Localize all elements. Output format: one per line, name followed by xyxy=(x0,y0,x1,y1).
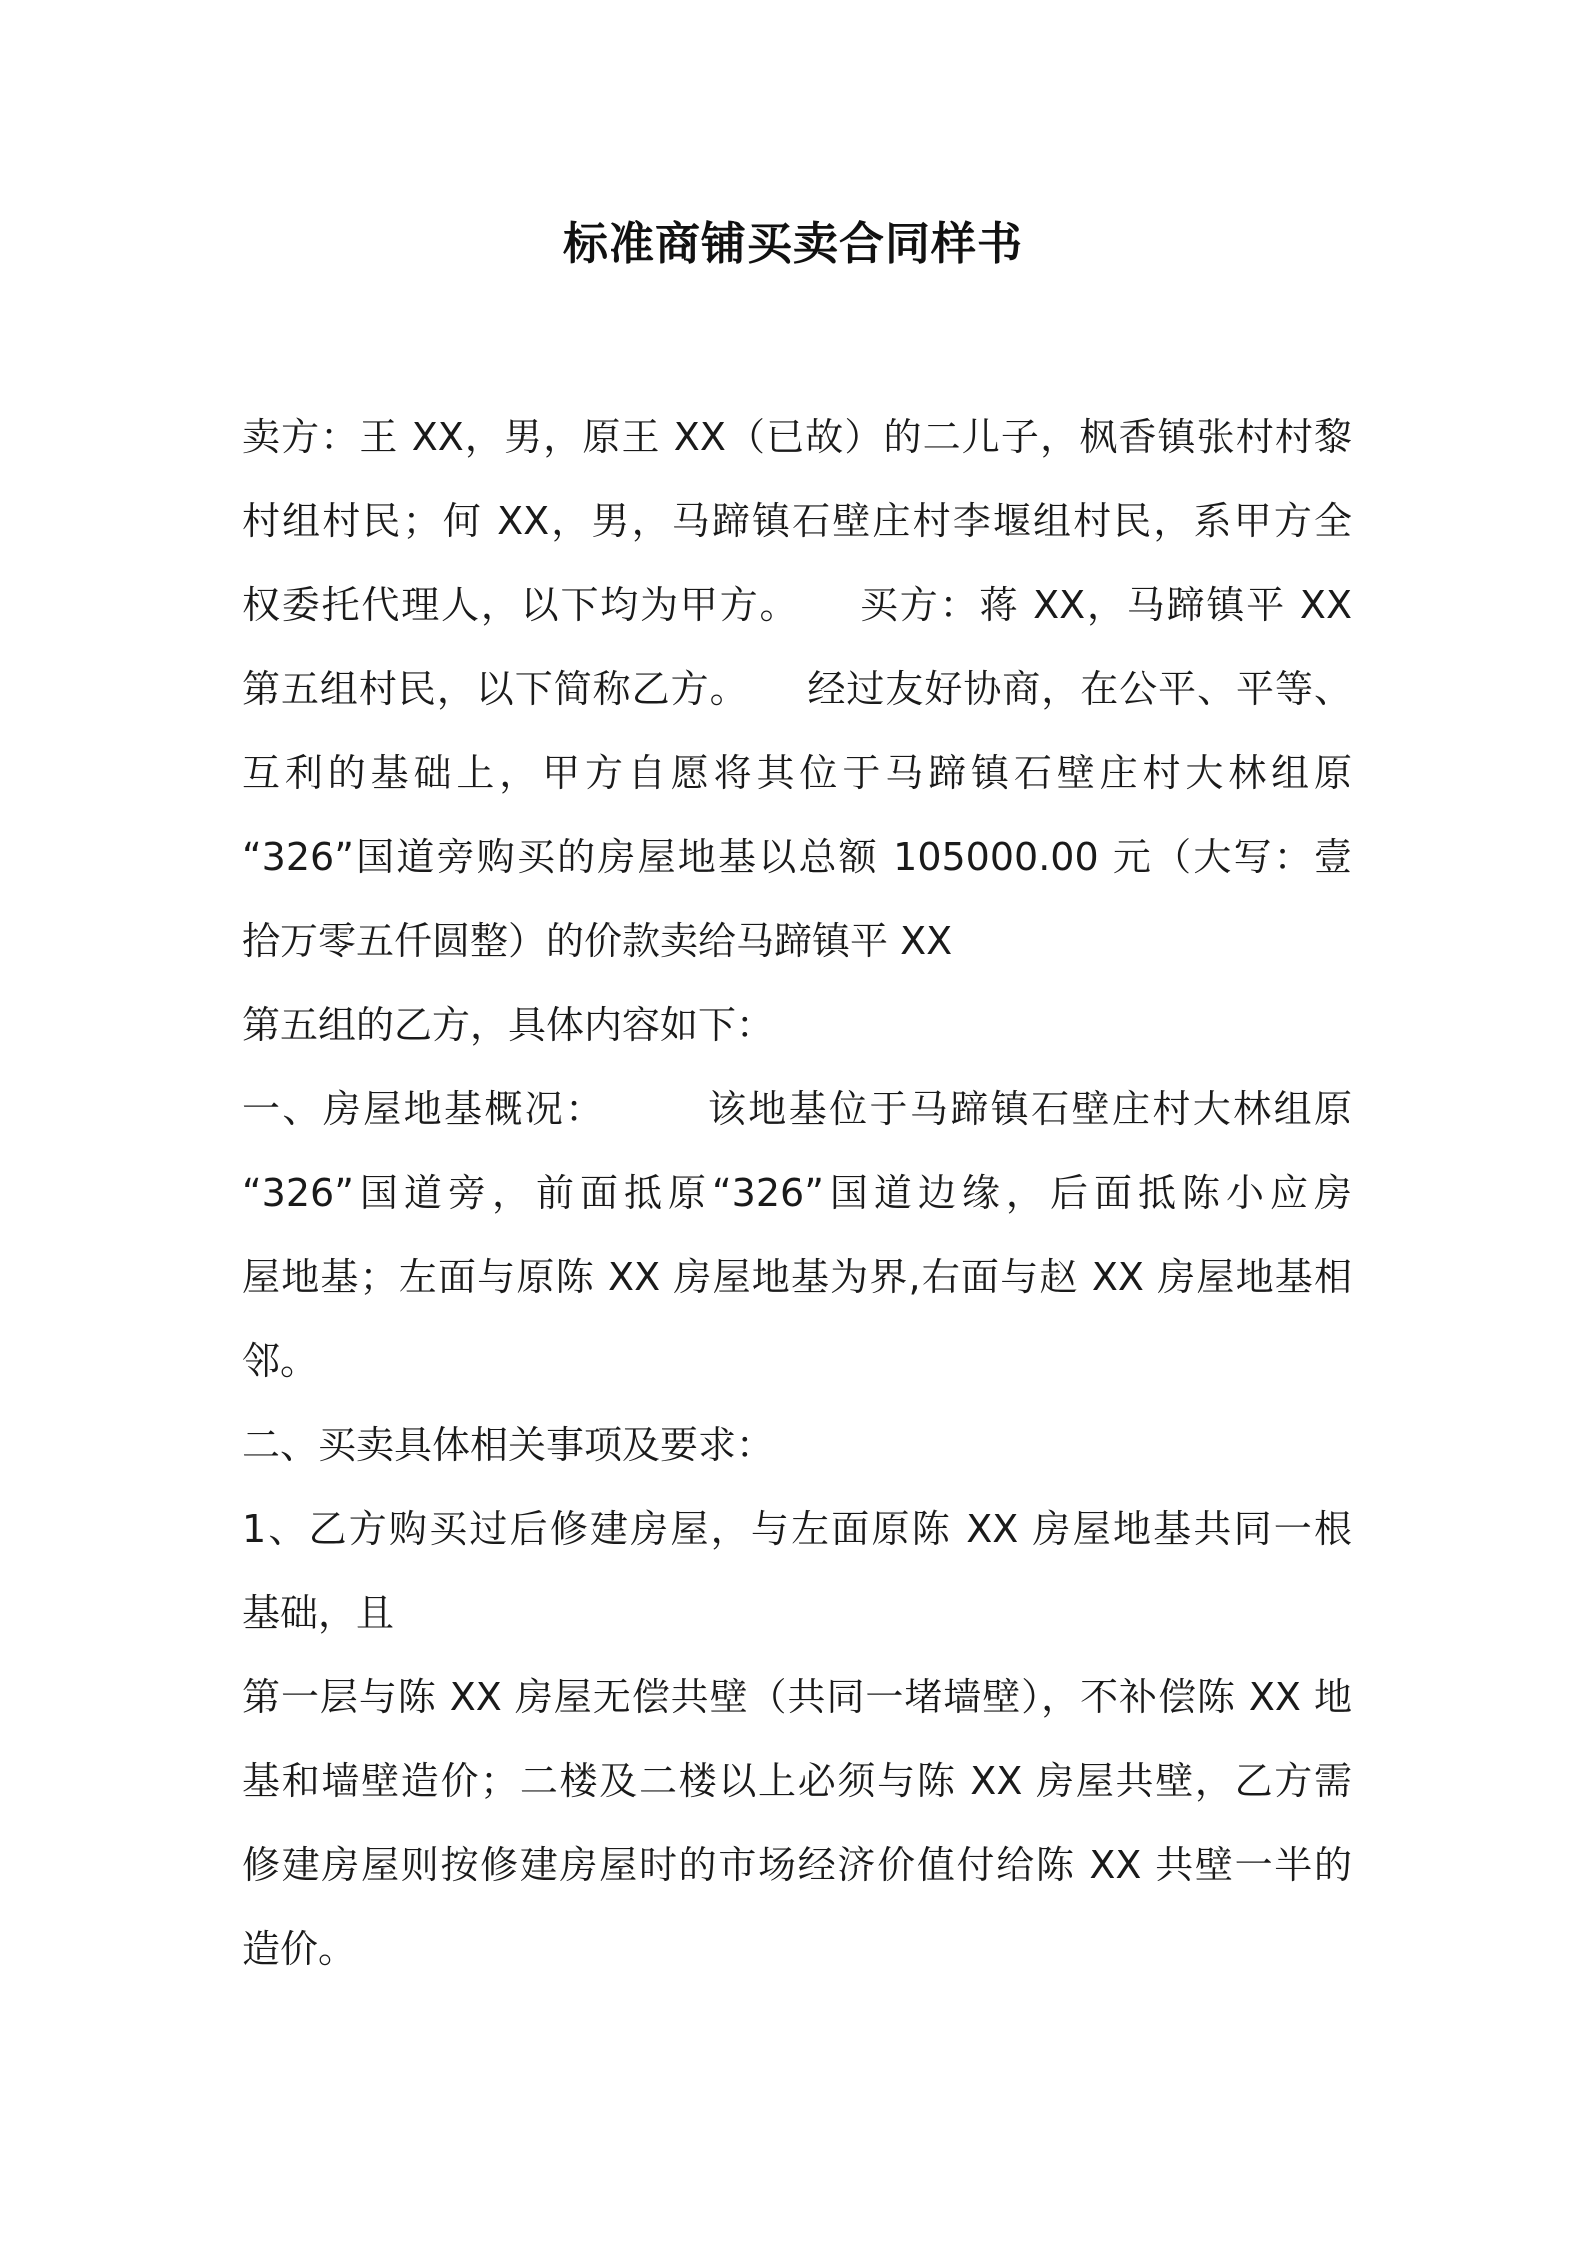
body-line-5: 互利的基础上，甲方自愿将其位于马蹄镇石壁庄村大林组原 xyxy=(242,751,1352,795)
body-line-18: 修建房屋则按修建房屋时的市场经济价值付给陈 XX 共壁一半的 xyxy=(242,1843,1352,1887)
body-line-8: 第五组的乙方，具体内容如下： xyxy=(242,1003,775,1047)
body-line-19: 造价。 xyxy=(242,1927,357,1971)
body-line-13: 二、买卖具体相关事项及要求： xyxy=(242,1423,775,1467)
body-line-1: 卖方：王 XX，男，原王 XX（已故）的二儿子，枫香镇张村村黎 xyxy=(242,415,1352,459)
document-title: 标准商铺买卖合同样书 xyxy=(562,217,1023,270)
body-line-2: 村组村民；何 XX，男，马蹄镇石壁庄村李堰组村民，系甲方全 xyxy=(242,499,1352,543)
body-line-7: 拾万零五仟圆整）的价款卖给马蹄镇平 XX xyxy=(242,919,953,963)
body-line-3: 权委托代理人，以下均为甲方。 买方：蒋 XX，马蹄镇平 XX xyxy=(242,583,1352,627)
body-line-4: 第五组村民，以下简称乙方。 经过友好协商，在公平、平等、 xyxy=(242,667,1352,711)
body-line-14: 1、乙方购买过后修建房屋，与左面原陈 XX 房屋地基共同一根 xyxy=(242,1507,1352,1551)
body-line-16: 第一层与陈 XX 房屋无偿共壁（共同一堵墙壁），不补偿陈 XX 地 xyxy=(242,1675,1352,1719)
body-line-9: 一、房屋地基概况： 该地基位于马蹄镇石壁庄村大林组原 xyxy=(242,1087,1352,1131)
body-line-11: 屋地基；左面与原陈 XX 房屋地基为界,右面与赵 XX 房屋地基相 xyxy=(242,1255,1352,1299)
body-line-12: 邻。 xyxy=(242,1339,319,1383)
body-line-17: 基和墙壁造价；二楼及二楼以上必须与陈 XX 房屋共壁，乙方需 xyxy=(242,1759,1352,1803)
body-line-15: 基础，且 xyxy=(242,1591,395,1635)
body-line-10: “326”国道旁，前面抵原“326”国道边缘，后面抵陈小应房 xyxy=(242,1171,1352,1215)
body-line-6: “326”国道旁购买的房屋地基以总额 105000.00 元（大写：壹 xyxy=(242,835,1352,879)
